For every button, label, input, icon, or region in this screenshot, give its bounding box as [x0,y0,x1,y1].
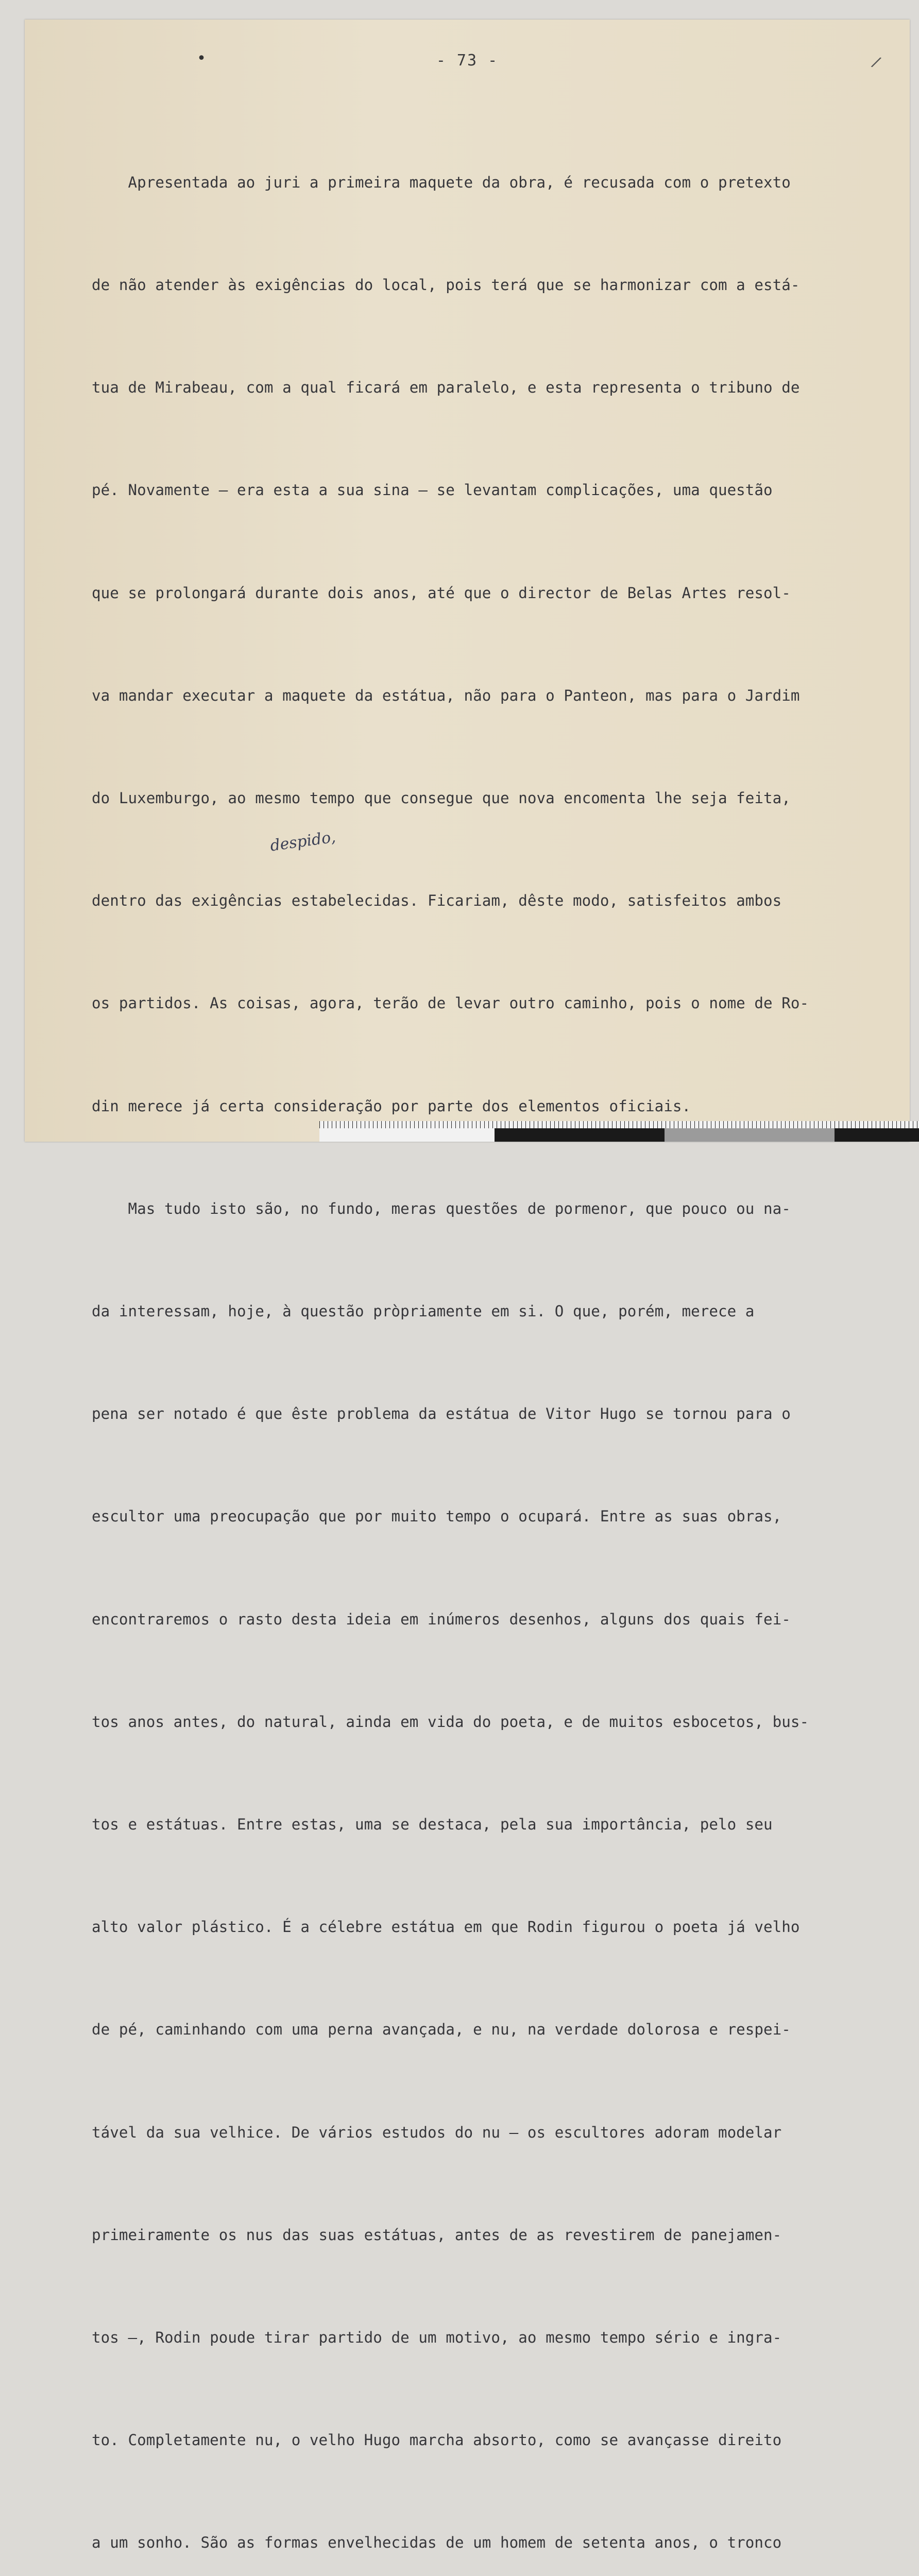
text-line: do Luxemburgo, ao mesmo tempo que consegue que nova encomenta lhe seja feita, [92,789,791,807]
text-line: de não atender às exigências do local, pois terá que se harmonizar com a está- [92,276,800,294]
text-line: tável da sua velhice. De vários estudos do nu — os escultores adoram modelar [92,2123,782,2141]
pencil-mark: / [870,53,884,72]
text-line: din merece já certa consideração por parte dos elementos oficiais. [92,1097,691,1115]
color-patch-black [495,1128,665,1142]
color-patch-black-2 [835,1128,919,1142]
handwritten-correction: despido, [269,828,337,855]
text-line: que se prolongará durante dois anos, até que o director de Belas Artes resol- [92,584,791,602]
text-line: tos e estátuas. Entre estas, uma se destaca, pela sua importância, pelo seu [92,1816,773,1834]
text-line: dentro das exigências estabelecidas. Ficariam, dêste modo, satisfeitos ambos [92,892,782,910]
color-patch-gray [665,1128,835,1142]
text-line: tua de Mirabeau, com a qual ficará em paralelo, e esta representa o tribuno de [92,379,800,397]
text-line: Mas tudo isto são, no fundo, meras questões de pormenor, que pouco ou na- [92,1199,791,1217]
text-line: to. Completamente nu, o velho Hugo marcha absorto, como se avançasse direito [92,2431,782,2449]
text-line: os partidos. As coisas, agora, terão de levar outro caminho, pois o nome de Ro- [92,994,809,1012]
document-page [25,20,910,2552]
text-line: tos —, Rodin poude tirar partido de um motivo, ao mesmo tempo sério e ingra- [92,2329,782,2347]
text-line: va mandar executar a maquete da estátua, não para o Panteon, mas para o Jardim [92,686,800,704]
text-line: escultor uma preocupação que por muito tempo o ocupará. Entre as suas obras, [92,1507,782,1526]
page-number: - 73 - [436,52,499,70]
text-line: da interessam, hoje, à questão pròpriamente em si. O que, porém, merece a [92,1302,755,1320]
text-line: alto valor plástico. É a célebre estátua em que Rodin figurou o poeta já velho [92,1918,800,1936]
text-line: pé. Novamente — era esta a sua sina — se levantam complicações, uma questão [92,481,773,499]
text-line: primeiramente os nus das suas estátuas, antes de as revestirem de panejamen- [92,2226,782,2244]
text-line: pena ser notado é que êste problema da estátua de Vitor Hugo se tornou para o [92,1405,791,1423]
text-line: tos anos antes, do natural, ainda em vida do poeta, e de muitos esbocetos, bus- [92,1713,809,1731]
text-line: encontraremos o rasto desta ideia em inúmeros desenhos, alguns dos quais fei- [92,1610,791,1628]
text-line: Apresentada ao juri a primeira maquete da obra, é recusada com o pretexto [92,173,791,191]
text-line: de pé, caminhando com uma perna avançada, e nu, na verdade dolorosa e respei- [92,2021,791,2039]
text-line: a um sonho. São as formas envelhecidas de um homem de setenta anos, o tronco [92,2534,782,2552]
ink-dot: • [197,49,207,67]
typed-body-text [92,97,875,2576]
